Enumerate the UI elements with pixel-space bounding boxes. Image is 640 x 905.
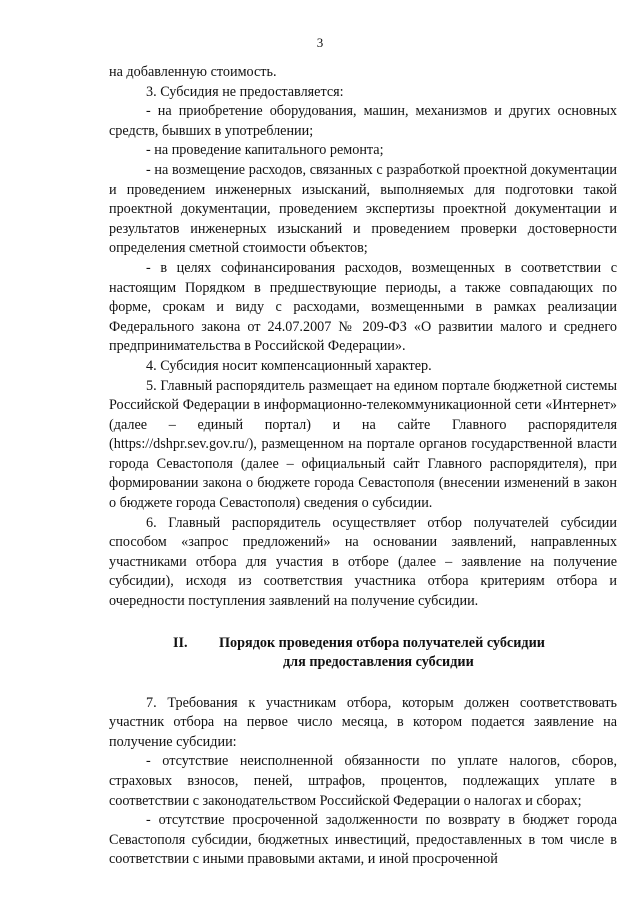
section-heading	[109, 634, 617, 672]
section-title-line1: Порядок проведения отбора получателей субсидии	[219, 634, 545, 651]
page-number: 3	[316, 35, 324, 50]
paragraph: - на проведение капитального ремонта;	[146, 142, 384, 159]
paragraph: 3. Субсидия не предоставляется:	[146, 83, 344, 100]
paragraph: на добавленную стоимость.	[109, 64, 277, 80]
paragraph: 7. Требования к участникам отбора, которым должен соответствовать участник отбора на первое число месяца, в котором подается заявление на получение субсидии:	[109, 694, 617, 750]
paragraph: 6. Главный распорядитель осуществляет отбор получателей субсидии способом «запрос предложений» на основании заявлений, направленных участниками отбора для участия в отборе (далее – заявление на получение субсидии), исходя из соответствия участника отбора критериям отбора и очередности поступления заявлений на получение субсидии.	[109, 514, 617, 610]
paragraph: 4. Субсидия носит компенсационный характер.	[146, 357, 432, 374]
document-body	[109, 63, 617, 870]
paragraph: - на приобретение оборудования, машин, механизмов и других основных средств, бывших в употреблении;	[109, 103, 617, 139]
section-title-line2: для предоставления субсидии	[283, 653, 474, 670]
paragraph: - отсутствие неисполненной обязанности по уплате налогов, сборов, страховых взносов, пеней, штрафов, процентов, подлежащих уплате в соответствии с законодательством Российской Федерации о налогах и сборах;	[109, 753, 617, 809]
section-number: II.	[173, 634, 188, 651]
paragraph: - отсутствие просроченной задолженности по возврату в бюджет города Севастополя субсидии, бюджетных инвестиций, предоставленных в том числе в соответствии с иными правовыми актами, и иной просроченной	[109, 812, 617, 868]
paragraph: 5. Главный распорядитель размещает на едином портале бюджетной системы Российской Федерации в информационно-телекоммуникационной сети «Интернет» (далее – единый портал) и на сайте Главного распорядителя (https://dshpr.sev.gov.ru/), размещенном на портале органов государственной власти города Севастополя (далее – официальный сайт Главного распорядителя), при формировании закона о бюджете города Севастополя (внесении изменений в закон о бюджете города Севастополя) сведения о субсидии.	[109, 377, 617, 512]
paragraph: - в целях софинансирования расходов, возмещенных в соответствии с настоящим Порядком в предшествующие периоды, а также совпадающих по форме, срокам и виду с расходами, возмещенными в рамках реализации Федерального закона от 24.07.2007 № 209-ФЗ «О развитии малого и среднего предпринимательства в Российской Федерации».	[109, 259, 617, 355]
paragraph: - на возмещение расходов, связанных с разработкой проектной документации и проведением инженерных изысканий, выполняемых для подготовки такой проектной документации, проведением экспертизы проектной документации и результатов инженерных изысканий и проведением проверки достоверности определения сметной стоимости объектов;	[109, 161, 617, 257]
